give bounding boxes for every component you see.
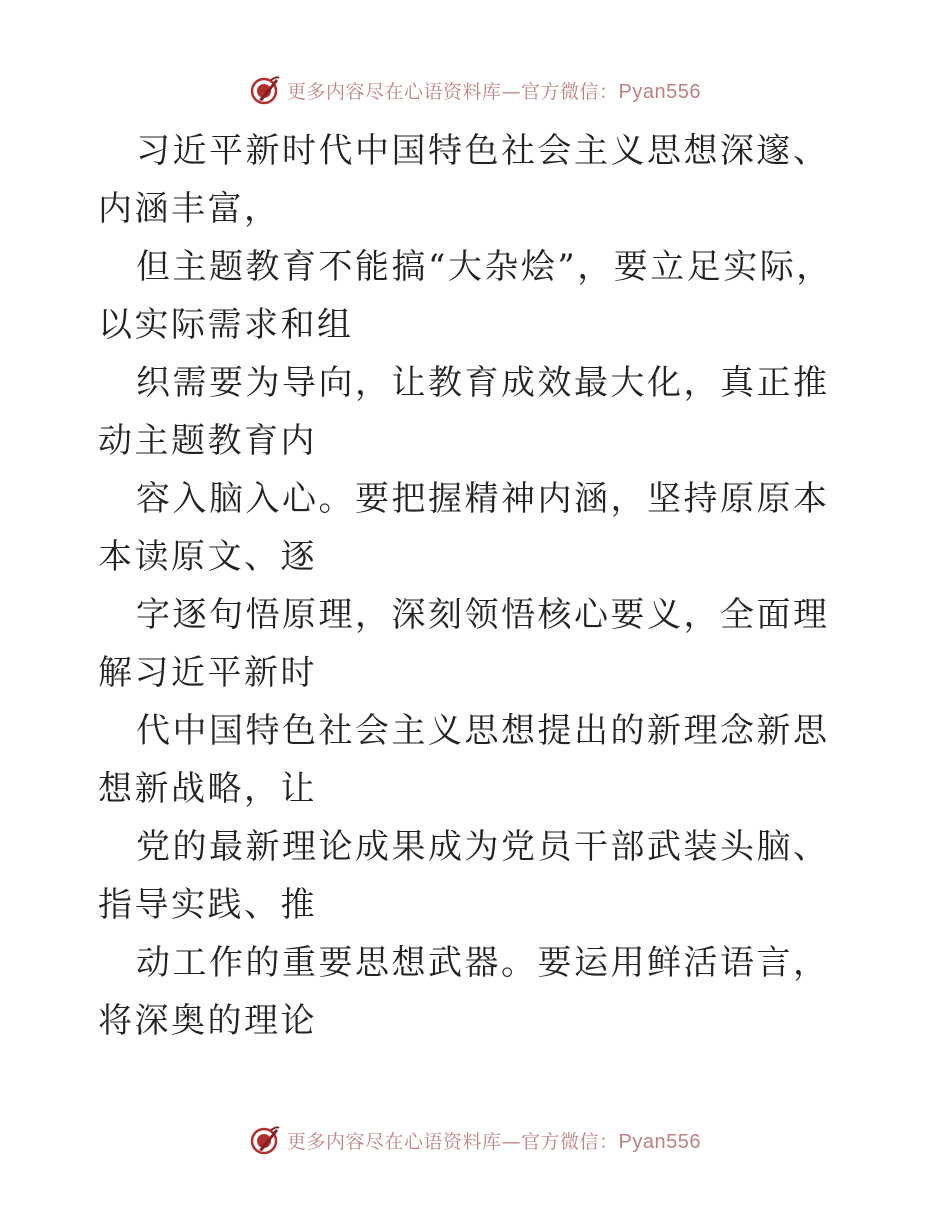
paragraph-4: 容入脑入心。要把握精神内涵，坚持原原本本读原文、逐 bbox=[98, 479, 830, 577]
paragraph-5: 字逐句悟原理，深刻领悟核心要义，全面理解习近平新时 bbox=[98, 595, 830, 693]
document-body bbox=[98, 122, 854, 1050]
paragraph-6: 代中国特色社会主义思想提出的新理念新思想新战略，让 bbox=[98, 711, 830, 809]
paragraph-8: 动工作的重要思想武器。要运用鲜活语言，将深奥的理论 bbox=[98, 943, 830, 1041]
watermark-text: 更多内容尽在心语资料库—官方微信：Pyan556 bbox=[287, 1130, 701, 1153]
paragraph-1: 习近平新时代中国特色社会主义思想深邃、内涵丰富， bbox=[98, 131, 830, 229]
header-watermark bbox=[0, 72, 950, 108]
watermark-text: 更多内容尽在心语资料库—官方微信：Pyan556 bbox=[287, 80, 701, 103]
red-quill-seal-icon bbox=[249, 74, 281, 106]
red-quill-seal-icon bbox=[249, 1124, 281, 1156]
paragraph-7: 党的最新理论成果成为党员干部武装头脑、指导实践、推 bbox=[98, 827, 830, 925]
paragraph-2: 但主题教育不能搞“大杂烩”，要立足实际，以实际需求和组 bbox=[98, 247, 833, 345]
footer-watermark bbox=[0, 1122, 950, 1158]
paragraph-3: 织需要为导向，让教育成效最大化，真正推动主题教育内 bbox=[98, 363, 830, 461]
